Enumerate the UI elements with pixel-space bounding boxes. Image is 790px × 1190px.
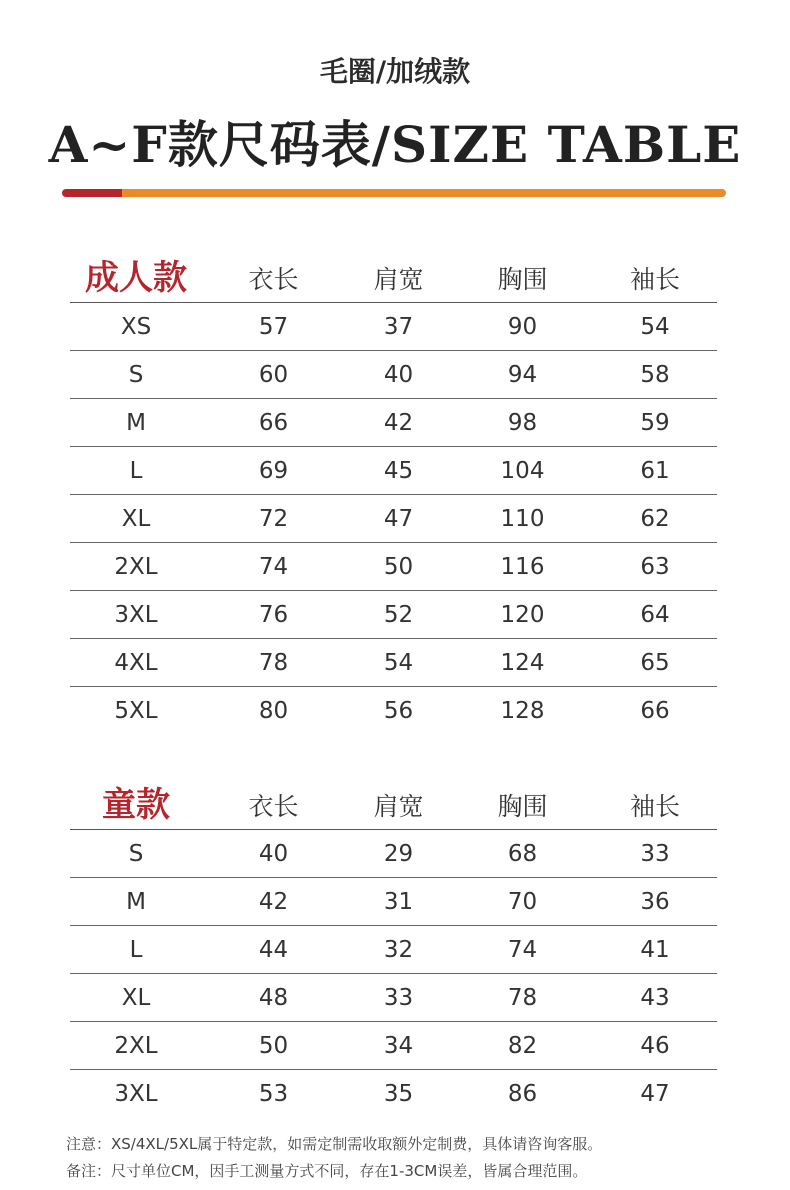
cell-shoulder: 31 — [345, 878, 452, 926]
cell-size: XL — [70, 974, 202, 1022]
cell-shoulder: 32 — [345, 926, 452, 974]
cell-chest: 74 — [452, 926, 593, 974]
cell-sleeve: 65 — [593, 639, 717, 687]
cell-shoulder: 52 — [345, 591, 452, 639]
cell-size: 2XL — [70, 543, 202, 591]
divider-orange-segment — [122, 189, 726, 197]
title-divider-bar — [62, 189, 726, 197]
cell-size: S — [70, 830, 202, 878]
cell-chest: 70 — [452, 878, 593, 926]
table-row — [70, 639, 717, 687]
table-row — [70, 1022, 717, 1070]
cell-sleeve: 33 — [593, 830, 717, 878]
cell-chest: 90 — [452, 303, 593, 351]
cell-length: 57 — [202, 303, 345, 351]
cell-shoulder: 33 — [345, 974, 452, 1022]
table-row — [70, 1070, 717, 1118]
cell-size: 4XL — [70, 639, 202, 687]
header-chest: 胸围 — [452, 250, 593, 303]
cell-length: 44 — [202, 926, 345, 974]
cell-size: 2XL — [70, 1022, 202, 1070]
cell-size: L — [70, 447, 202, 495]
cell-chest: 128 — [500, 697, 545, 724]
cell-shoulder: 35 — [383, 1080, 414, 1107]
cell-size: XL — [70, 495, 202, 543]
table-row — [70, 351, 717, 399]
cell-shoulder: 29 — [345, 830, 452, 878]
cell-shoulder: 42 — [345, 399, 452, 447]
cell-sleeve: 63 — [593, 543, 717, 591]
cell-chest: 82 — [452, 1022, 593, 1070]
cell-length: 72 — [202, 495, 345, 543]
cell-sleeve: 46 — [593, 1022, 717, 1070]
cell-sleeve: 59 — [593, 399, 717, 447]
header-chest: 胸围 — [452, 777, 593, 830]
cell-shoulder: 56 — [383, 697, 414, 724]
cell-size: M — [70, 399, 202, 447]
cell-length: 78 — [202, 639, 345, 687]
cell-size: L — [70, 926, 202, 974]
cell-length: 80 — [258, 697, 289, 724]
cell-sleeve: 36 — [593, 878, 717, 926]
header-sleeve: 袖长 — [593, 250, 717, 303]
cell-chest: 86 — [507, 1080, 538, 1107]
table-row — [70, 495, 717, 543]
header-length: 衣长 — [202, 777, 345, 830]
table-row — [70, 447, 717, 495]
cell-chest: 110 — [452, 495, 593, 543]
cell-length: 48 — [202, 974, 345, 1022]
note-measurement: 备注：尺寸单位CM，因手工测量方式不同，存在1-3CM误差，皆属合理范围。 — [66, 1162, 588, 1180]
cell-chest: 124 — [452, 639, 593, 687]
cell-sleeve: 61 — [593, 447, 717, 495]
table-row — [70, 687, 717, 735]
cell-sleeve: 54 — [593, 303, 717, 351]
cell-size: M — [70, 878, 202, 926]
cell-chest: 94 — [452, 351, 593, 399]
cell-sleeve: 41 — [593, 926, 717, 974]
cell-length: 50 — [202, 1022, 345, 1070]
cell-size: 3XL — [70, 591, 202, 639]
cell-sleeve: 66 — [640, 697, 670, 724]
cell-shoulder: 34 — [345, 1022, 452, 1070]
kids-table-body — [70, 830, 717, 1118]
table-row — [70, 878, 717, 926]
cell-chest: 104 — [452, 447, 593, 495]
cell-shoulder: 40 — [345, 351, 452, 399]
cell-length: 76 — [202, 591, 345, 639]
table-row — [70, 974, 717, 1022]
cell-shoulder: 54 — [345, 639, 452, 687]
cell-chest: 78 — [452, 974, 593, 1022]
cell-length: 69 — [202, 447, 345, 495]
cell-sleeve: 47 — [640, 1080, 670, 1107]
table-row — [70, 303, 717, 351]
cell-length: 40 — [202, 830, 345, 878]
cell-size: 5XL — [114, 697, 158, 724]
cell-sleeve: 62 — [593, 495, 717, 543]
cell-shoulder: 45 — [345, 447, 452, 495]
table-row — [70, 591, 717, 639]
header-shoulder: 肩宽 — [345, 250, 452, 303]
cell-size: XS — [70, 303, 202, 351]
note-special-sizes: 注意：XS/4XL/5XL属于特定款，如需定制需收取额外定制费，具体请咨询客服。 — [66, 1135, 603, 1153]
adult-size-table — [70, 250, 717, 735]
kids-section-label: 童款 — [70, 777, 202, 830]
page-subtitle: 毛圈/加绒款 — [319, 55, 471, 88]
kids-size-table — [70, 777, 717, 1118]
cell-sleeve: 64 — [593, 591, 717, 639]
cell-length: 42 — [202, 878, 345, 926]
cell-shoulder: 50 — [345, 543, 452, 591]
cell-length: 74 — [202, 543, 345, 591]
header-shoulder: 肩宽 — [345, 777, 452, 830]
adult-table-body — [70, 303, 717, 735]
header-sleeve: 袖长 — [593, 777, 717, 830]
cell-shoulder: 47 — [345, 495, 452, 543]
page-title: A~F款尺码表/SIZE TABLE — [48, 115, 742, 174]
cell-size: 3XL — [114, 1080, 158, 1107]
table-row — [70, 399, 717, 447]
table-header-row — [70, 777, 717, 830]
cell-chest: 98 — [452, 399, 593, 447]
table-header-row — [70, 250, 717, 303]
cell-chest: 68 — [452, 830, 593, 878]
cell-length: 60 — [202, 351, 345, 399]
header-length: 衣长 — [202, 250, 345, 303]
table-row — [70, 926, 717, 974]
divider-red-segment — [62, 189, 122, 197]
cell-size: S — [70, 351, 202, 399]
table-row — [70, 830, 717, 878]
table-row — [70, 543, 717, 591]
cell-chest: 116 — [452, 543, 593, 591]
cell-chest: 120 — [452, 591, 593, 639]
cell-sleeve: 58 — [593, 351, 717, 399]
cell-shoulder: 37 — [345, 303, 452, 351]
cell-length: 53 — [258, 1080, 289, 1107]
cell-length: 66 — [202, 399, 345, 447]
cell-sleeve: 43 — [593, 974, 717, 1022]
adult-section-label: 成人款 — [70, 250, 202, 303]
